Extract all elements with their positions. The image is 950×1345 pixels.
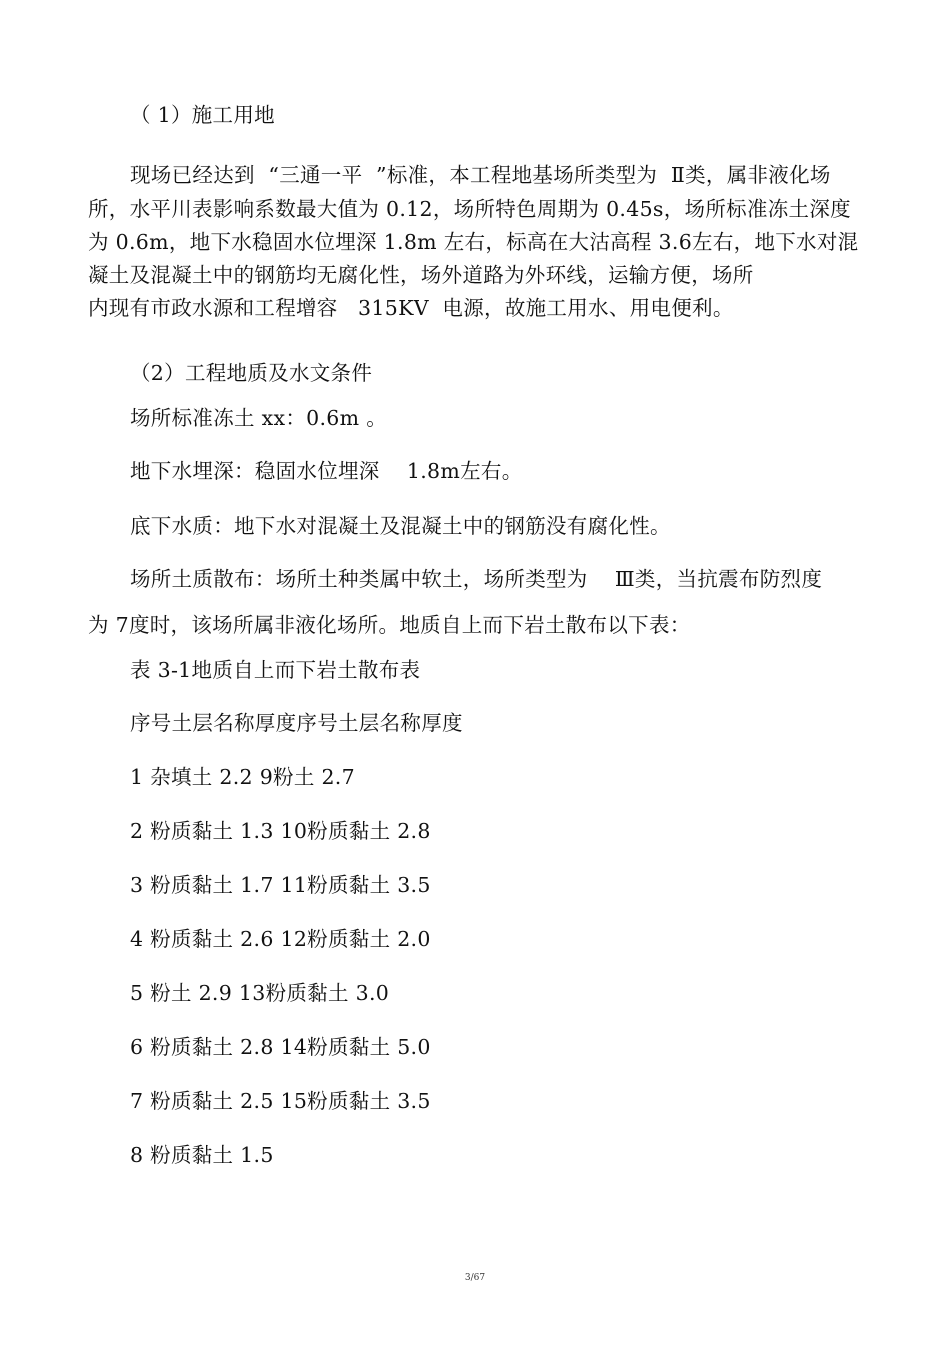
page-number: 3/67 <box>464 1273 486 1283</box>
table-header: 序号土层名称厚度序号土层名称厚度 <box>130 711 463 735</box>
table-row: 4 粉质黏土 2.6 12粉质黏土 2.0 <box>130 927 431 951</box>
section-heading-geology-hydrology: （2）工程地质及水文条件 <box>130 361 373 385</box>
table-row: 2 粉质黏土 1.3 10粉质黏土 2.8 <box>130 819 431 843</box>
groundwater-quality-text: 底下水质：地下水对混凝土及混凝土中的钢筋没有腐化性。 <box>130 514 671 538</box>
paragraph-line: 为 0.6m，地下水稳固水位埋深 1.8m 左右，标高在大沽高程 3.6左右，地下水对混 <box>88 230 859 254</box>
soil-distribution-text: 场所土质散布：场所土种类属中软土，场所类型为 Ⅲ类，当抗震布防烈度 <box>130 567 823 591</box>
table-caption: 表 3-1地质自上而下岩土散布表 <box>130 658 421 682</box>
paragraph-line: 所，水平川表影响系数最大值为 0.12，场所特色周期为 0.45s，场所标准冻土深度 <box>88 197 851 221</box>
frost-depth-text: 场所标准冻土 xx：0.6m 。 <box>130 406 387 430</box>
soil-distribution-text: 为 7度时，该场所属非液化场所。地质自上而下岩土散布以下表： <box>88 613 691 637</box>
table-row: 7 粉质黏土 2.5 15粉质黏土 3.5 <box>130 1089 431 1113</box>
table-row: 3 粉质黏土 1.7 11粉质黏土 3.5 <box>130 873 431 897</box>
paragraph-line: 凝土及混凝土中的钢筋均无腐化性，场外道路为外环线，运输方便，场所 <box>88 263 754 287</box>
table-row: 8 粉质黏土 1.5 <box>130 1143 274 1167</box>
table-row: 5 粉土 2.9 13粉质黏土 3.0 <box>130 981 390 1005</box>
section-heading-construction-land: （ 1）施工用地 <box>130 103 275 127</box>
paragraph-line: 内现有市政水源和工程增容 315KV 电源，故施工用水、用电便利。 <box>88 296 734 320</box>
table-row: 6 粉质黏土 2.8 14粉质黏土 5.0 <box>130 1035 431 1059</box>
table-row: 1 杂填土 2.2 9粉土 2.7 <box>130 765 355 789</box>
groundwater-depth-text: 地下水埋深：稳固水位埋深 1.8m左右。 <box>130 459 523 483</box>
paragraph-line: 现场已经达到 “三通一平 ”标准，本工程地基场所类型为 Ⅱ类，属非液化场 <box>130 163 831 187</box>
